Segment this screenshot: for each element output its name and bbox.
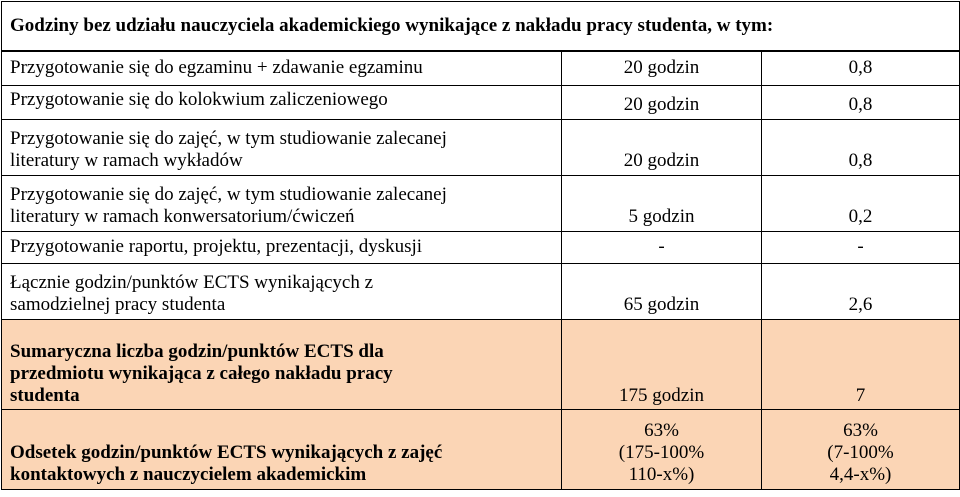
summary-total-hours: 175 godzin — [562, 319, 762, 409]
summary-contact-ects — [762, 409, 960, 489]
table-header-title: Godziny bez udziału nauczyciela akademickiego wynikające z nakładu pracy studenta, w tym: — [2, 2, 960, 52]
summary-contact-hours-line: 63% — [644, 419, 679, 441]
row-hours: 20 godzin — [562, 85, 762, 119]
table-row — [2, 263, 960, 319]
summary-total-label-line: studenta — [10, 384, 80, 406]
row-ects: 2,6 — [762, 263, 960, 319]
table-row — [2, 85, 960, 119]
row-ects: 0,2 — [762, 175, 960, 231]
table-row — [2, 119, 960, 175]
row-hours: 65 godzin — [562, 263, 762, 319]
row-ects: - — [762, 231, 960, 263]
summary-contact-hours-line: 110-x%) — [628, 463, 695, 485]
row-label — [2, 119, 562, 175]
row-label: Przygotowanie się do egzaminu + zdawanie egzaminu — [2, 51, 562, 85]
summary-contact-ects-line: 63% — [843, 419, 878, 441]
summary-total-label-line: Sumaryczna liczba godzin/punktów ECTS dla — [10, 340, 384, 362]
row-label — [2, 263, 562, 319]
summary-total-ects: 7 — [762, 319, 960, 409]
row-label: Przygotowanie się do kolokwium zaliczeniowego — [2, 85, 562, 119]
summary-contact-hours — [562, 409, 762, 489]
summary-contact-ects-line: (7-100% — [827, 441, 894, 463]
row-label-line: literatury w ramach konwersatorium/ćwiczeń — [10, 205, 355, 227]
row-ects: 0,8 — [762, 85, 960, 119]
row-label-line: literatury w ramach wykładów — [10, 149, 243, 171]
row-ects: 0,8 — [762, 51, 960, 85]
row-hours: 20 godzin — [562, 51, 762, 85]
summary-contact-label — [2, 409, 562, 489]
summary-contact-row — [2, 409, 960, 489]
ects-workload-table — [1, 1, 960, 490]
row-label-line: Łącznie godzin/punktów ECTS wynikających z — [10, 271, 374, 293]
row-hours: - — [562, 231, 762, 263]
summary-contact-ects-line: 4,4-x%) — [829, 463, 892, 485]
row-label-line: Przygotowanie się do zajęć, w tym studiowanie zalecanej — [10, 183, 447, 205]
table-header-row — [2, 2, 960, 52]
summary-total-label-line: przedmiotu wynikająca z całego nakładu pracy — [10, 362, 393, 384]
summary-contact-label-line: Odsetek godzin/punktów ECTS wynikających z zajęć — [10, 441, 443, 463]
row-label-line: samodzielnej pracy studenta — [10, 293, 226, 315]
table-row — [2, 175, 960, 231]
row-hours: 5 godzin — [562, 175, 762, 231]
row-ects: 0,8 — [762, 119, 960, 175]
summary-contact-label-line: kontaktowych z nauczycielem akademickim — [10, 463, 367, 485]
table-row — [2, 231, 960, 263]
row-label-line: Przygotowanie się do zajęć, w tym studiowanie zalecanej — [10, 127, 447, 149]
summary-total-row — [2, 319, 960, 409]
summary-total-label — [2, 319, 562, 409]
row-label: Przygotowanie raportu, projektu, prezentacji, dyskusji — [2, 231, 562, 263]
table-row — [2, 51, 960, 85]
row-label — [2, 175, 562, 231]
row-hours: 20 godzin — [562, 119, 762, 175]
summary-contact-hours-line: (175-100% — [618, 441, 705, 463]
